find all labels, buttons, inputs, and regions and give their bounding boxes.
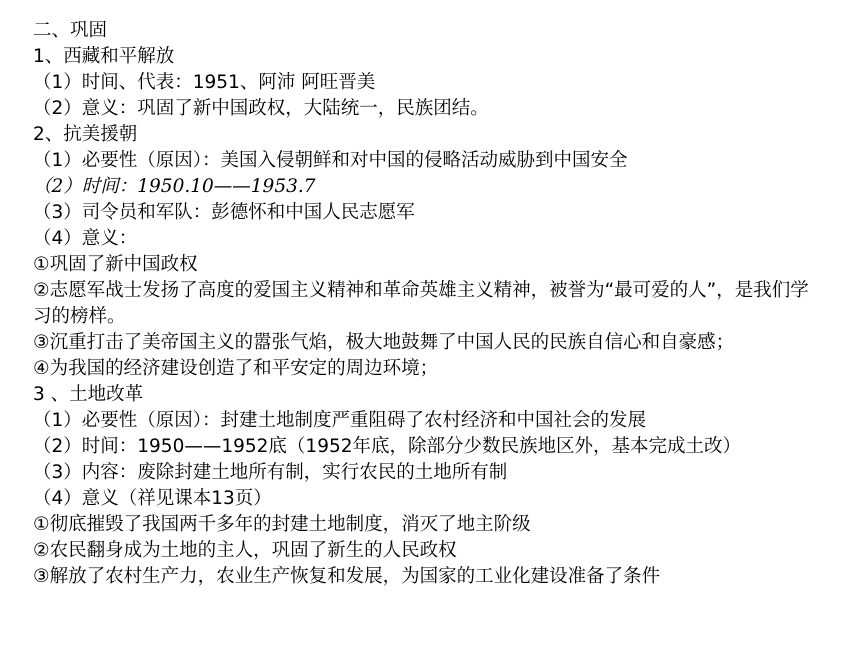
document-body bbox=[33, 18, 833, 590]
text-line: ②农民翻身成为土地的主人，巩固了新生的人民政权 bbox=[33, 540, 457, 561]
text-line: （3）司令员和军队：彭德怀和中国人民志愿军 bbox=[33, 202, 415, 223]
text-line: （1）必要性（原因）：封建土地制度严重阻碍了农村经济和中国社会的发展 bbox=[33, 410, 647, 431]
text-line: （1）必要性（原因）：美国入侵朝鲜和对中国的侵略活动威胁到中国安全 bbox=[33, 150, 628, 171]
subsection-heading-land-reform: 3 、土地改革 bbox=[33, 384, 144, 405]
text-line-italic: （2）时间：1950.10——1953.7 bbox=[33, 176, 316, 197]
text-line: （3）内容：废除封建土地所有制，实行农民的土地所有制 bbox=[33, 462, 508, 483]
subsection-heading-korea: 2、抗美援朝 bbox=[33, 124, 138, 145]
text-paragraph: ③沉重打击了美帝国主义的嚣张气焰，极大地鼓舞了中国人民的民族自信心和自豪感； bbox=[33, 332, 735, 353]
text-paragraph: ②志愿军战士发扬了高度的爱国主义精神和革命英雄主义精神，被誉为“最可爱的人”，是我们学习的榜样。 bbox=[33, 280, 809, 327]
text-line: （1）时间、代表：1951、阿沛 阿旺晋美 bbox=[33, 72, 376, 93]
text-line: ④为我国的经济建设创造了和平安定的周边环境； bbox=[33, 358, 439, 379]
text-line: （2）时间：1950——1952底（1952年底，除部分少数民族地区外，基本完成土改） bbox=[33, 436, 742, 457]
text-line: ①彻底摧毁了我国两千多年的封建土地制度，消灭了地主阶级 bbox=[33, 514, 531, 535]
section-heading: 二、巩固 bbox=[33, 20, 108, 41]
subsection-heading-tibet: 1、西藏和平解放 bbox=[33, 46, 175, 67]
text-line: （4）意义（祥见课本13页） bbox=[33, 488, 272, 509]
text-line: （2）意义：巩固了新中国政权，大陆统一，民族团结。 bbox=[33, 98, 489, 119]
text-line: （4）意义： bbox=[33, 228, 138, 249]
text-line: ①巩固了新中国政权 bbox=[33, 254, 198, 275]
text-line: ③解放了农村生产力，农业生产恢复和发展，为国家的工业化建设准备了条件 bbox=[33, 566, 661, 587]
